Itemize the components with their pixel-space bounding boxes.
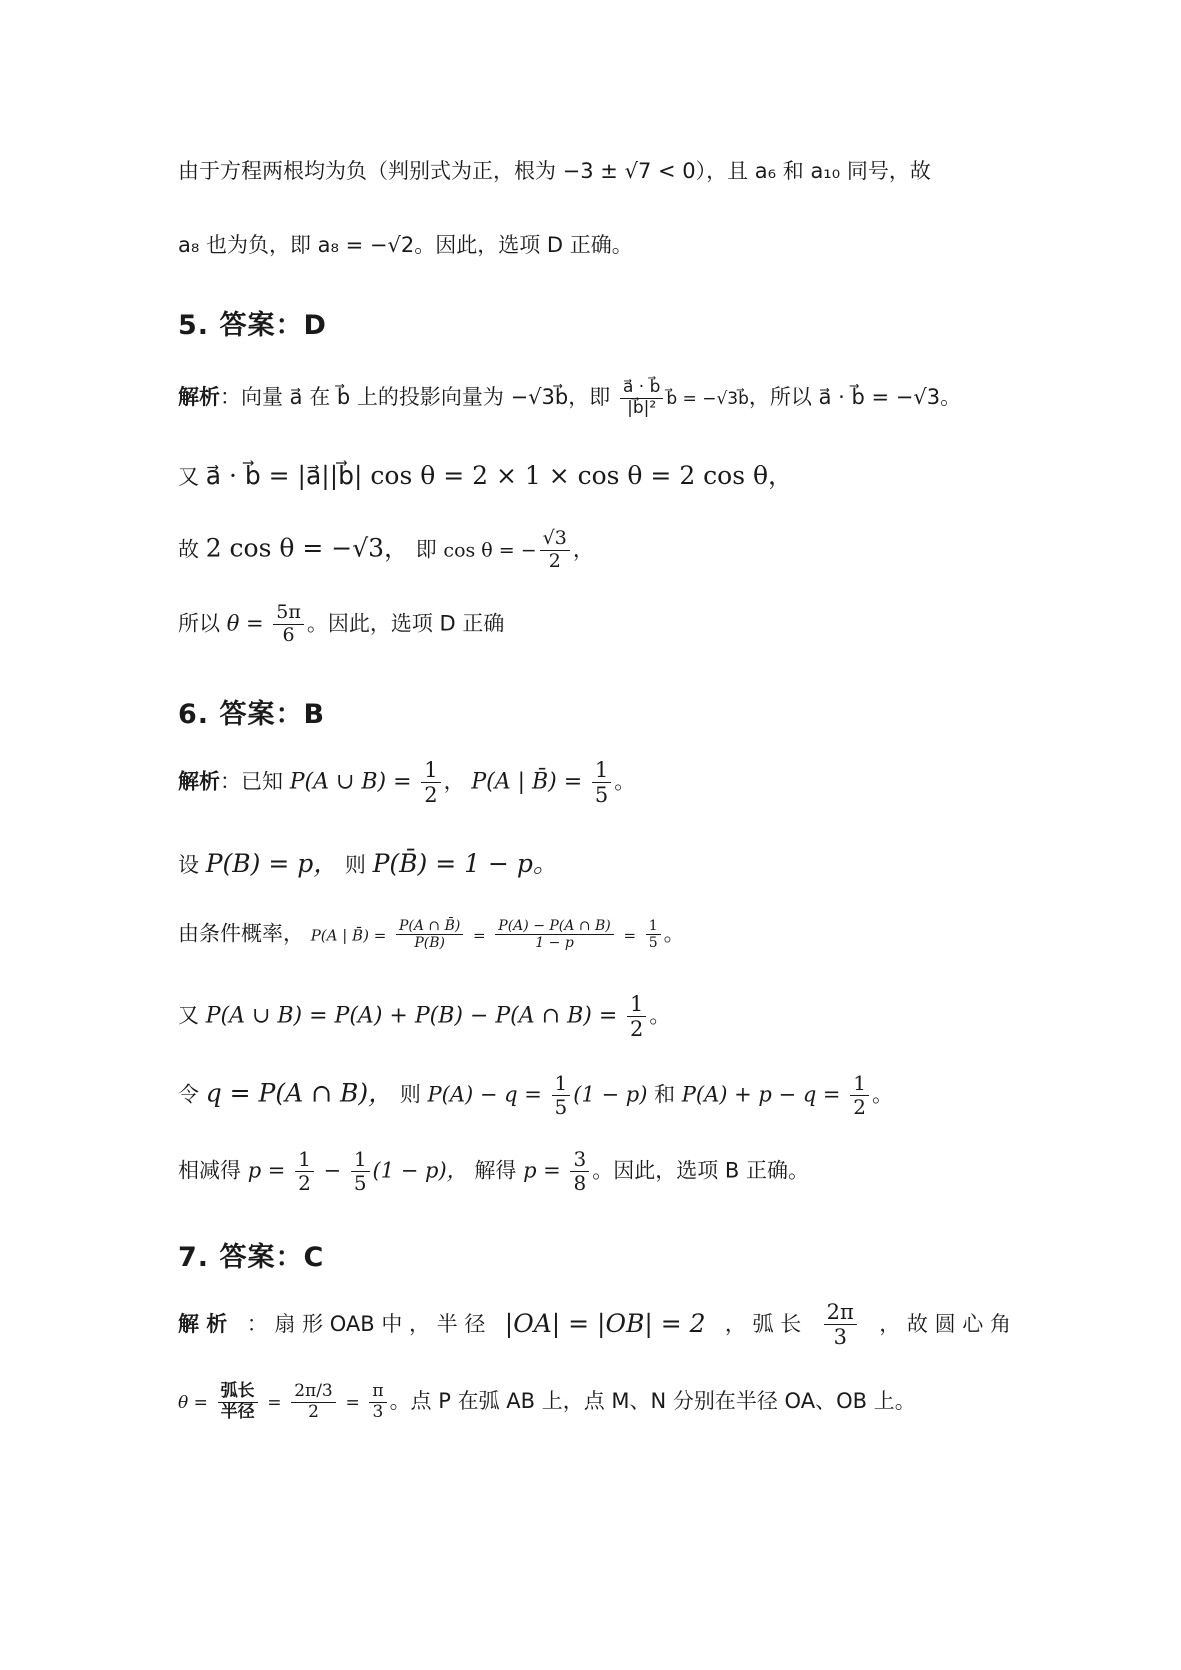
text: ， 故 圆 心 角: [879, 1311, 1011, 1336]
numerator: 1: [295, 1148, 314, 1172]
denominator: |b⃗|²: [627, 397, 657, 418]
q6-line-4: [178, 992, 1011, 1041]
denominator: 6: [282, 623, 295, 646]
analysis-label: 解析: [178, 385, 220, 410]
fraction: [218, 1382, 258, 1422]
denominator: 2: [424, 783, 438, 808]
text: 令: [178, 1082, 199, 1107]
numerator: P(A ∩ B̄): [396, 918, 463, 935]
math: =: [345, 1393, 360, 1414]
numerator: π: [369, 1382, 386, 1403]
math: b⃗ = −√3b⃗: [666, 389, 749, 410]
numerator: 2π/3: [291, 1382, 336, 1403]
math: =: [267, 1393, 282, 1414]
math: =: [473, 926, 486, 945]
fraction: [291, 1382, 336, 1422]
denominator: 5: [648, 935, 658, 952]
math: P(A) + p − q =: [681, 1082, 841, 1107]
denominator: 5: [353, 1171, 367, 1195]
text: ， 弧 长: [724, 1311, 802, 1336]
numerator: 1: [850, 1072, 869, 1096]
denominator: 3: [372, 1401, 384, 1422]
math: P(B̄) = 1 − p。: [372, 849, 558, 878]
q6-line-3: [178, 918, 1011, 951]
text: 则: [399, 1082, 421, 1107]
fraction: [495, 918, 613, 951]
denominator: P(B̄): [414, 935, 445, 952]
text: a₈ 也为负，即 a₈ = −√2。因此，选项 D 正确。: [178, 233, 633, 257]
q5-line-1: [178, 378, 1011, 418]
numerator: 1: [552, 1072, 571, 1096]
math: −: [323, 1158, 342, 1183]
denominator: 1 − p: [535, 935, 574, 952]
text: 。: [649, 1003, 671, 1028]
text: 由条件概率，: [178, 921, 304, 946]
denominator: 8: [573, 1171, 587, 1195]
math: =: [623, 926, 637, 945]
denominator: 2: [548, 549, 561, 572]
text: ：向量 a⃗ 在 b⃗ 上的投影向量为 −√3b⃗，即: [220, 385, 611, 410]
denominator: 2: [308, 1401, 319, 1422]
math: a⃗ · b⃗ = |a⃗||b⃗| cos θ = 2 × 1 × cos θ = 2 cos θ，: [205, 461, 794, 490]
analysis-label: 解 析: [178, 1311, 228, 1336]
math: P(A | B̄) =: [471, 769, 583, 795]
math: P(A ∪ B) = P(A) + P(B) − P(A ∩ B) =: [205, 1003, 618, 1029]
math: cos θ = −: [443, 539, 537, 562]
numerator: 弧长: [218, 1382, 258, 1403]
math: (1 − p)，: [372, 1158, 468, 1183]
denominator: 2: [853, 1095, 866, 1119]
numerator: 1: [627, 992, 646, 1017]
math: p =: [523, 1158, 561, 1183]
fraction: [273, 602, 304, 647]
fraction: [540, 528, 570, 573]
math: q = P(A ∩ B)，: [205, 1078, 394, 1108]
text: ，: [572, 537, 594, 562]
text: 相减得: [178, 1158, 241, 1183]
numerator: P(A) − P(A ∩ B): [495, 918, 613, 935]
fraction: [646, 918, 661, 951]
math: θ =: [178, 1393, 208, 1414]
fraction: [627, 992, 646, 1041]
fraction: [351, 1148, 370, 1195]
answer-heading-7: 7. 答案：C: [178, 1242, 325, 1273]
math: 2 cos θ = −√3，: [205, 533, 410, 563]
q7-line-2: [178, 1382, 1011, 1422]
numerator: 1: [592, 758, 611, 783]
fraction: [570, 1148, 589, 1195]
fraction: [369, 1382, 386, 1422]
fraction: [421, 758, 440, 807]
text: ，所以 a⃗ · b⃗ = −√3。: [748, 385, 962, 410]
text: 则: [344, 853, 366, 877]
text: 即: [415, 537, 437, 562]
math: P(B) = p，: [205, 849, 339, 878]
math: P(A ∪ B) =: [289, 769, 412, 795]
denominator: 半径: [220, 1401, 255, 1422]
q6-line-6: [178, 1148, 1011, 1195]
denominator: 2: [298, 1171, 311, 1195]
numerator: 5π: [273, 602, 304, 625]
answer-heading-6: 6. 答案：B: [178, 699, 326, 730]
numerator: 3: [570, 1148, 589, 1172]
answer-heading-5: 5. 答案：D: [178, 310, 327, 341]
text: 。因此，选项 D 正确: [306, 611, 505, 636]
text: 。因此，选项 B 正确。: [592, 1158, 809, 1183]
q7-line-1: [178, 1300, 1011, 1349]
fraction: [295, 1148, 314, 1195]
math: P(A) − q =: [427, 1082, 542, 1107]
numerator: 2π: [824, 1300, 857, 1325]
fraction: [552, 1072, 571, 1119]
denominator: 5: [554, 1095, 568, 1119]
math: (1 − p): [573, 1082, 648, 1107]
q6-line-5: [178, 1072, 1011, 1119]
q6-line-2: [178, 848, 1011, 881]
text: ： 扇 形 OAB 中 ， 半 径: [246, 1311, 486, 1336]
fraction: [620, 378, 663, 418]
fraction: [396, 918, 463, 951]
text: 。点 P 在弧 AB 上，点 M、N 分别在半径 OA、OB 上。: [389, 1389, 916, 1414]
q6-line-1: [178, 758, 1011, 807]
text: 又: [178, 465, 199, 489]
continuation-line-2: [178, 232, 1011, 259]
denominator: 5: [594, 783, 609, 808]
q5-line-2: [178, 460, 1011, 493]
analysis-label: 解析: [178, 769, 220, 794]
text: 。: [871, 1082, 893, 1107]
text: 所以: [178, 611, 220, 636]
text: 又: [178, 1003, 199, 1028]
denominator: 3: [833, 1325, 847, 1350]
math: θ =: [226, 611, 264, 636]
text: 由于方程两根均为负（判别式为正，根为 −3 ± √7 < 0），且 a₆ 和 a₁₀ 同号，故: [178, 159, 931, 183]
text: ：已知: [220, 769, 283, 794]
math: P(A | B̄) =: [310, 926, 387, 945]
text: 故: [178, 537, 199, 562]
numerator: 1: [646, 918, 661, 935]
fraction: [824, 1300, 857, 1349]
numerator: a⃗ · b⃗: [620, 378, 663, 399]
denominator: 2: [629, 1017, 644, 1042]
math: |OA| = |OB| = 2: [504, 1309, 706, 1339]
text: 和: [654, 1082, 676, 1107]
text: 。: [614, 769, 636, 794]
numerator: 1: [351, 1148, 370, 1172]
numerator: 1: [421, 758, 440, 783]
fraction: [592, 758, 611, 807]
q5-line-4: [178, 602, 1011, 647]
text: 设: [178, 853, 199, 877]
numerator: √3: [540, 528, 570, 551]
math: p =: [247, 1158, 286, 1183]
text: ，: [443, 769, 465, 794]
q5-line-3: [178, 528, 1011, 573]
fraction: [850, 1072, 869, 1119]
text: 解得: [474, 1158, 517, 1183]
text: 。: [663, 921, 685, 946]
continuation-line-1: [178, 158, 1011, 185]
